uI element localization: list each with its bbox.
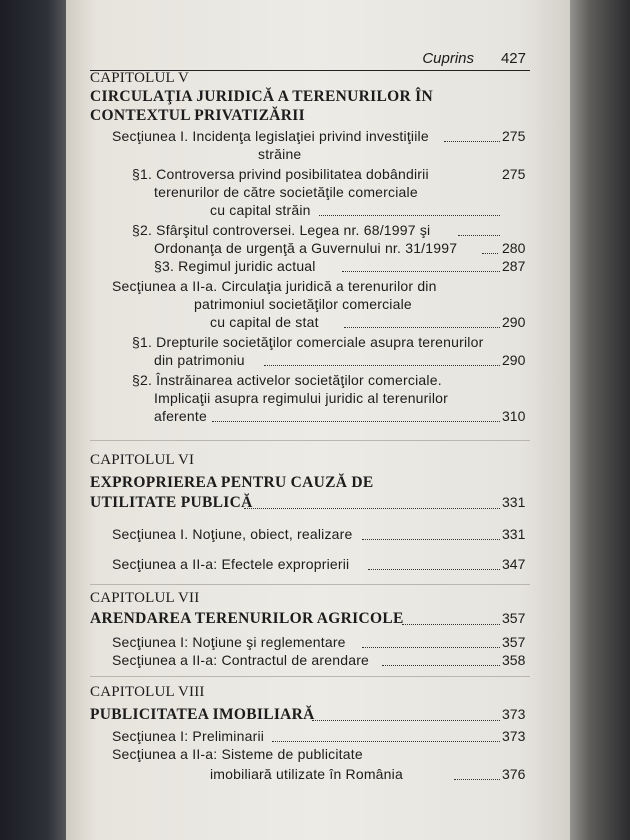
dot-leader	[319, 215, 500, 216]
toc-entry-5-s1-line-2: străine	[258, 146, 302, 162]
toc-page	[66, 0, 570, 840]
dot-leader	[454, 779, 500, 780]
page-number: 357	[502, 634, 526, 650]
dot-leader	[482, 253, 498, 254]
dot-leader	[244, 508, 500, 509]
toc-entry-5-s2-p1-line-1: §1. Drepturile societăţilor comerciale asupra terenurilor	[132, 334, 484, 350]
toc-entry-5-s1-line-1: Secţiunea I. Incidenţa legislaţiei privind investiţiile	[112, 128, 429, 144]
page-number: 287	[502, 258, 526, 274]
dot-leader	[382, 665, 500, 666]
dot-leader	[444, 141, 500, 142]
chapter-8-title: PUBLICITATEA IMOBILIARĂ	[90, 706, 315, 723]
toc-entry-5-s2-p2-line-1: §2. Înstrăinarea activelor societăţilor comerciale.	[132, 372, 442, 388]
page-number: 290	[502, 314, 526, 330]
chapter-divider	[90, 440, 530, 441]
toc-entry-5-s2-p2-line-3: aferente	[154, 408, 207, 424]
toc-entry-5-s2-line-2: patrimoniul societăţilor comerciale	[194, 296, 412, 312]
dot-leader	[212, 421, 500, 422]
chapter-7-title: ARENDAREA TERENURILOR AGRICOLE	[90, 610, 404, 627]
toc-entry-5-s1-p1-line-1: §1. Controversa privind posibilitatea dobândirii	[132, 166, 429, 182]
chapter-6-label: CAPITOLUL VI	[90, 452, 195, 468]
book-edge	[568, 0, 630, 840]
page-number: 376	[502, 766, 526, 782]
toc-entry-5-s2-line-3: cu capital de stat	[210, 314, 319, 330]
page-number: 357	[502, 610, 526, 626]
dot-leader	[272, 741, 500, 742]
toc-entry-5-s1-p2-line-2: Ordonanţa de urgenţă a Guvernului nr. 31/1997	[154, 240, 458, 256]
dot-leader	[344, 327, 500, 328]
toc-entry-7-s1: Secţiunea I: Noţiune şi reglementare	[112, 634, 346, 650]
dot-leader	[362, 539, 500, 540]
toc-entry-6-s1: Secţiunea I. Noţiune, obiect, realizare	[112, 526, 353, 542]
toc-entry-5-s2-p1-line-2: din patrimoniu	[154, 352, 245, 368]
chapter-8-label: CAPITOLUL VIII	[90, 684, 205, 700]
chapter-5-title-line-2: CONTEXTUL PRIVATIZĂRII	[90, 107, 305, 124]
running-header	[90, 48, 530, 71]
header-page-number: 427	[500, 50, 526, 67]
book-spine	[0, 0, 68, 840]
page-number: 331	[502, 494, 526, 510]
header-title: Cuprins	[422, 50, 474, 67]
chapter-divider	[90, 676, 530, 677]
chapter-5-title-line-1: CIRCULAŢIA JURIDICĂ A TERENURILOR ÎN	[90, 88, 433, 105]
dot-leader	[312, 720, 500, 721]
dot-leader	[368, 569, 500, 570]
toc-entry-7-s2: Secţiunea a II-a: Contractul de arendare	[112, 652, 370, 668]
dot-leader	[402, 624, 500, 625]
page-number: 373	[502, 706, 526, 722]
page-number: 373	[502, 728, 526, 744]
toc-entry-8-s2-line-2: imobiliară utilizate în România	[210, 766, 403, 782]
dot-leader	[362, 647, 500, 648]
chapter-5-label: CAPITOLUL V	[90, 70, 190, 86]
toc-entry-5-s1-p2-line-1: §2. Sfârşitul controversei. Legea nr. 68/1997 şi	[132, 222, 431, 238]
page-number: 310	[502, 408, 526, 424]
toc-entry-5-s2-p2-line-2: Implicaţii asupra regimului juridic al terenurilor	[154, 390, 448, 406]
page-number: 290	[502, 352, 526, 368]
page-number: 280	[502, 240, 526, 256]
dot-leader	[458, 235, 500, 236]
page-number: 331	[502, 526, 526, 542]
page-number: 275	[502, 166, 526, 182]
toc-entry-5-s1-p1-line-3: cu capital străin	[210, 202, 311, 218]
page-number: 358	[502, 652, 526, 668]
chapter-7-label: CAPITOLUL VII	[90, 590, 200, 606]
dot-leader	[342, 271, 500, 272]
toc-entry-8-s1: Secţiunea I: Preliminarii	[112, 728, 265, 744]
page-number: 347	[502, 556, 526, 572]
toc-entry-5-s1-p1-line-2: terenurilor de către societăţile comerciale	[154, 184, 418, 200]
chapter-6-title-line-1: EXPROPRIEREA PENTRU CAUZĂ DE	[90, 474, 374, 491]
page-number: 275	[502, 128, 526, 144]
toc-entry-5-s1-p3: §3. Regimul juridic actual	[154, 258, 316, 274]
chapter-divider	[90, 584, 530, 585]
toc-entry-5-s2-line-1: Secţiunea a II-a. Circulaţia juridică a terenurilor din	[112, 278, 437, 294]
dot-leader	[264, 365, 500, 366]
toc-entry-6-s2: Secţiunea a II-a: Efectele exproprierii	[112, 556, 350, 572]
toc-entry-8-s2-line-1: Secţiunea a II-a: Sisteme de publicitate	[112, 746, 363, 762]
chapter-6-title-line-2: UTILITATE PUBLICĂ	[90, 494, 253, 511]
